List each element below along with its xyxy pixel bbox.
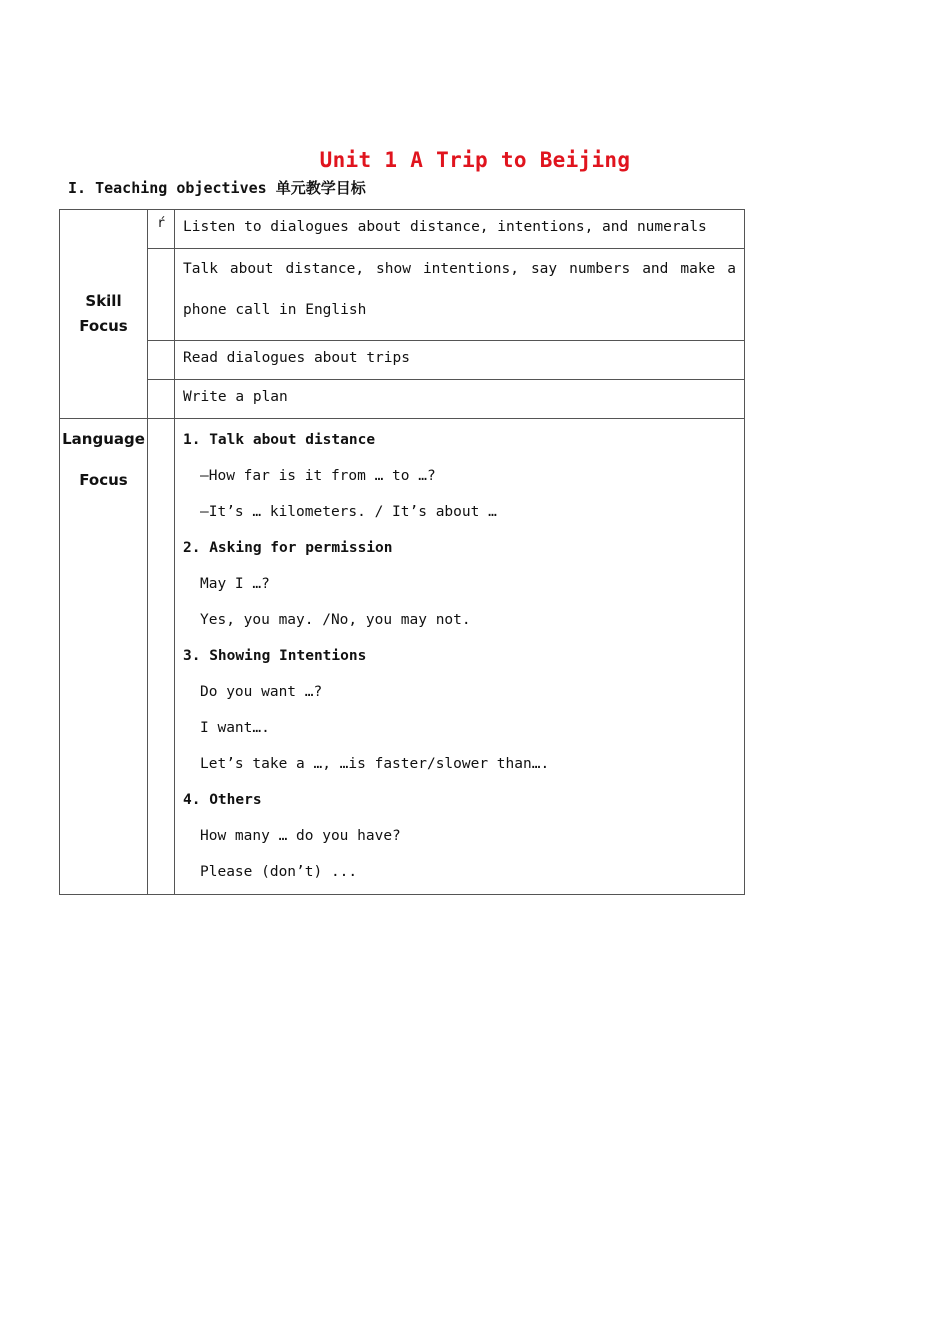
item-line: How many … do you have? xyxy=(200,828,401,844)
empty-marker-cell xyxy=(148,380,175,419)
document-title: Unit 1 A Trip to Beijing xyxy=(319,148,631,172)
skill-item-talk: Talk about distance, show intentions, say numbers and make a phone call in English xyxy=(175,249,745,341)
item-line: Yes, you may. /No, you may not. xyxy=(200,612,471,628)
skill-label-line2: Focus xyxy=(79,317,128,335)
objectives-table xyxy=(59,209,745,895)
skill-row-2 xyxy=(60,249,745,341)
language-label-line1: Language xyxy=(62,430,145,448)
item-line: Do you want …? xyxy=(200,684,323,700)
item-heading: 3. Showing Intentions xyxy=(183,648,367,664)
skill-item-write: Write a plan xyxy=(175,380,745,419)
section-heading: I. Teaching objectives 单元教学目标 xyxy=(68,179,366,197)
item-heading: 4. Others xyxy=(183,792,262,808)
empty-marker-cell xyxy=(148,341,175,380)
item-line: —It’s … kilometers. / It’s about … xyxy=(200,504,497,520)
language-label-line2: Focus xyxy=(79,471,128,489)
language-focus-label xyxy=(60,419,148,895)
row-marker: ŕ xyxy=(148,210,175,249)
item-line: —How far is it from … to …? xyxy=(200,468,436,484)
item-line: Let’s take a …, …is faster/slower than…. xyxy=(200,756,550,772)
language-focus-content xyxy=(175,419,745,895)
item-line: Please (don’t) ... xyxy=(200,864,358,880)
item-line: I want…. xyxy=(200,720,270,736)
item-heading: 1. Talk about distance xyxy=(183,432,376,448)
item-line: May I …? xyxy=(200,576,270,592)
skill-row-3 xyxy=(60,341,745,380)
empty-marker-cell xyxy=(148,249,175,341)
skill-focus-label xyxy=(60,210,148,419)
language-row xyxy=(60,419,745,895)
skill-label-line1: Skill xyxy=(85,292,122,310)
empty-marker-cell xyxy=(148,419,175,895)
skill-row-4 xyxy=(60,380,745,419)
skill-item-listen: Listen to dialogues about distance, intentions, and numerals xyxy=(175,210,745,249)
skill-item-read: Read dialogues about trips xyxy=(175,341,745,380)
skill-row-1 xyxy=(60,210,745,249)
item-heading: 2. Asking for permission xyxy=(183,540,393,556)
